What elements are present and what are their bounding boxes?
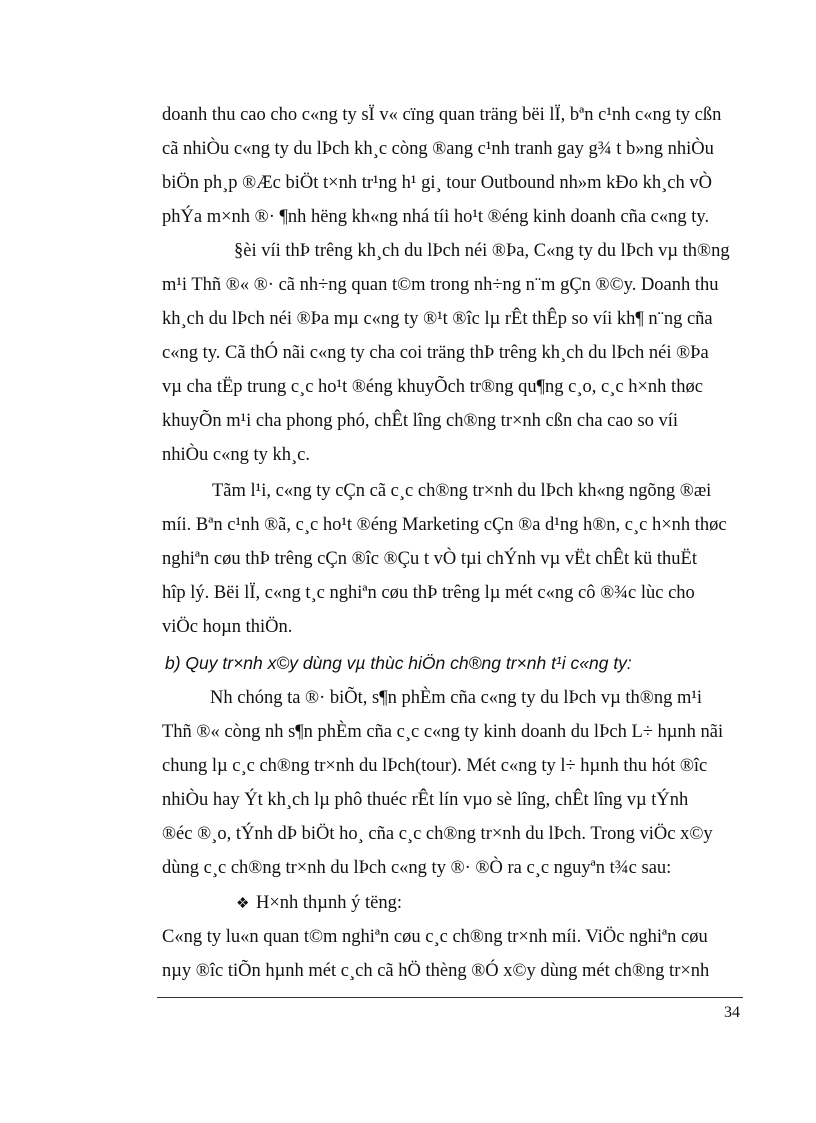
text-line: dùng c¸c ch®ng tr×nh du lÞch c«ng ty ®· ®Ò ra c¸c nguyªn t¾c sau: — [162, 858, 672, 878]
text-line: Nh chóng ta ®· biÕt, s¶n phÈm cña c«ng ty du lÞch vµ th®ng m¹i — [210, 688, 703, 708]
text-line: Thñ ®« còng nh s¶n phÈm cña c¸c c«ng ty kinh doanh du lÞch L÷ hµnh nãi — [162, 722, 724, 742]
footer-divider — [157, 997, 743, 998]
text-line: chung lµ c¸c ch®ng tr×nh du lÞch(tour). Mét c«ng ty l÷ hµnh thu hót ®îc — [162, 756, 708, 776]
text-line: biÖn ph¸p ®Æc biÖt t×nh tr¹ng h¹ gi¸ tour Outbound nh»m kÐo kh¸ch vÒ — [162, 173, 712, 193]
text-line: kh¸ch du lÞch néi ®Þa mµ c«ng ty ®¹t ®îc lµ rÊt thÊp so víi kh¶ n¨ng cña — [162, 309, 713, 329]
text-line: hîp lý. Bëi lÏ, c«ng t¸c nghiªn cøu thÞ trêng lµ mét c«ng cô ®¾c lùc cho — [162, 583, 695, 603]
text-line: vµ cha tËp trung c¸c ho¹t ®éng khuyÕch tr®ng qu¶ng c¸o, c¸c h×nh thøc — [162, 377, 703, 397]
text-line: nghiªn cøu thÞ trêng cÇn ®îc ®Çu t vÒ tµi chÝnh vµ vËt chÊt kü thuËt — [162, 549, 697, 569]
text-line: ®éc ®¸o, tÝnh dÞ biÖt ho¸ cña c¸c ch®ng tr×nh du lÞch. Trong viÖc x©y — [162, 824, 713, 844]
diamond-bullet-icon: ❖ — [236, 896, 250, 912]
text-line: C«ng ty lu«n quan t©m nghiªn cøu c¸c ch®ng tr×nh míi. ViÖc nghiªn cøu — [162, 927, 708, 947]
text-line: §èi víi thÞ trêng kh¸ch du lÞch néi ®Þa, C«ng ty du lÞch vµ th®ng — [234, 241, 730, 261]
text-line: Tãm l¹i, c«ng ty cÇn cã c¸c ch®ng tr×nh du lÞch kh«ng ngõng ®æi — [212, 481, 712, 501]
page-number: 34 — [724, 1004, 740, 1021]
text-line: m¹i Thñ ®« ®· cã nh÷ng quan t©m trong nh÷ng n¨m gÇn ®©y. Doanh thu — [162, 275, 719, 295]
text-line: khuyÕn m¹i cha phong phó, chÊt lîng ch®ng tr×nh cßn cha cao so víi — [162, 411, 679, 431]
text-line: phÝa m×nh ®· ¶nh hëng kh«ng nhá tíi ho¹t ®éng kinh doanh cña c«ng ty. — [162, 207, 710, 227]
text-line: míi. Bªn c¹nh ®ã, c¸c ho¹t ®éng Marketing cÇn ®a d¹ng h®n, c¸c h×nh thøc — [162, 515, 727, 535]
text-line: nµy ®îc tiÕn hµnh mét c¸ch cã hÖ thèng ®Ó x©y dùng mét ch®ng tr×nh — [162, 961, 710, 981]
section-heading: b) Quy tr×nh x©y dùng vµ thùc hiÖn ch®ng tr×nh t¹i c«ng ty: — [165, 653, 632, 673]
text-line: nhiÒu hay Ýt kh¸ch lµ phô thuéc rÊt lín vµo sè lîng, chÊt lîng vµ tÝnh — [162, 790, 689, 810]
text-line: cã nhiÒu c«ng ty du lÞch kh¸c còng ®ang c¹nh tranh gay g¾ t b»ng nhiÒu — [162, 139, 714, 159]
bullet-item — [236, 891, 740, 915]
bullet-item-text: H×nh thµnh ý tëng: — [256, 893, 402, 913]
text-line: c«ng ty. Cã thÓ nãi c«ng ty cha coi träng thÞ trêng kh¸ch du lÞch néi ®Þa — [162, 343, 709, 363]
text-line: nhiÒu c«ng ty kh¸c. — [162, 445, 310, 465]
text-line: doanh thu cao cho c«ng ty sÏ v« cïng quan träng bëi lÏ, bªn c¹nh c«ng ty cßn — [162, 105, 722, 125]
text-line: viÖc hoµn thiÖn. — [162, 617, 293, 637]
